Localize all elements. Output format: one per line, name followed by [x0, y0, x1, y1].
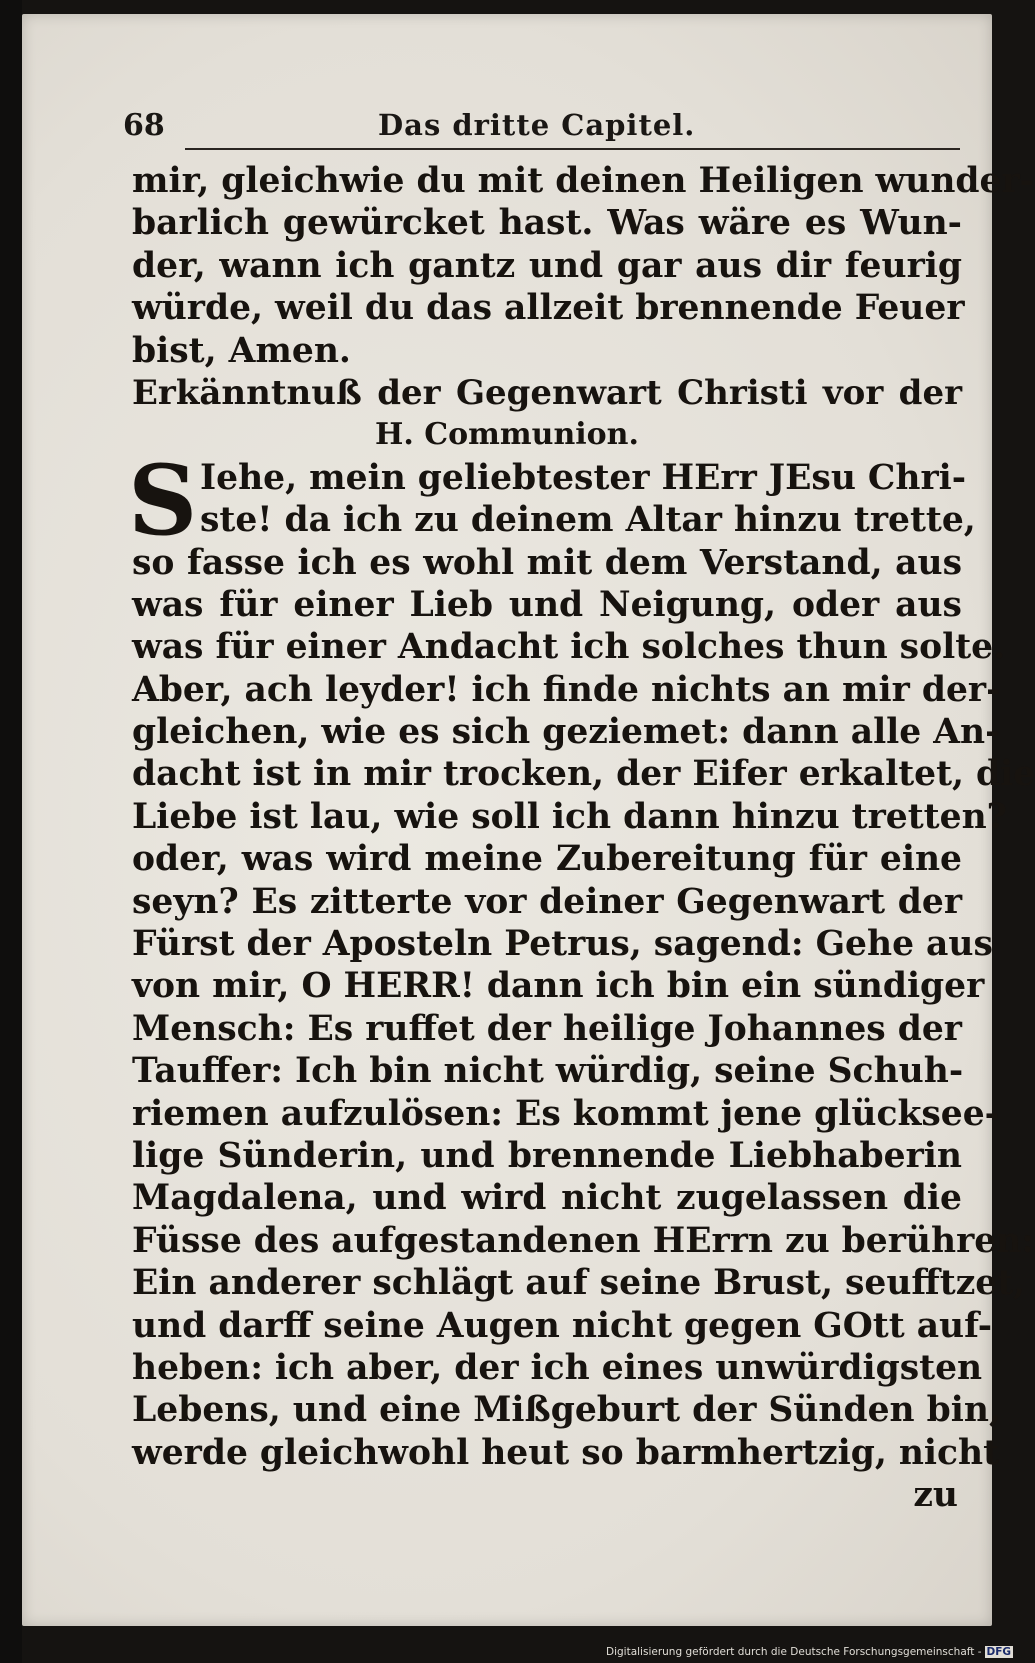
page-body: [128, 160, 1035, 1517]
text-line: dacht ist in mir trocken, der Eifer erkaltet, die: [132, 754, 1035, 795]
page-header: [123, 108, 958, 146]
text-line: mir, gleichwie du mit deinen Heiligen wunder-: [132, 161, 1034, 201]
text-line: gleichen, wie es sich geziemet: dann alle An-: [132, 712, 1000, 753]
digitization-credit: [606, 1646, 1013, 1658]
text-line: oder, was wird meine Zubereitung für eine: [132, 839, 962, 880]
text-line: Fürst der Aposteln Petrus, sagend: Gehe aus: [132, 924, 993, 965]
text-line: Tauffer: Ich bin nicht würdig, seine Schuh-: [132, 1051, 964, 1092]
text-line: was für einer Andacht ich solches thun solte.: [132, 627, 1006, 668]
text-line: Aber, ach leyder! ich finde nichts an mir der-: [132, 669, 1001, 710]
section-heading: Erkänntnuß der Gegenwart Christi vor der: [132, 372, 962, 413]
page-left-edge: [0, 0, 22, 1663]
header-rule: [185, 148, 960, 150]
text-line: der, wann ich gantz und gar aus dir feurig: [132, 245, 962, 286]
text-line: und darff seine Augen nicht gegen GOtt auf-: [132, 1305, 993, 1346]
text-line: lige Sünderin, und brennende Liebhaberin: [132, 1135, 962, 1176]
text-line: Füsse des aufgestandenen HErrn zu berühren:: [132, 1220, 1035, 1261]
text-line: heben: ich aber, der ich eines unwürdigsten: [132, 1347, 983, 1388]
section-heading-continued: H. Communion.: [375, 417, 639, 453]
text-line: von mir, O HERR! dann ich bin ein sündiger: [132, 966, 985, 1007]
text-line: Liebe ist lau, wie soll ich dann hinzu tretten?: [132, 796, 1007, 837]
text-line: Mensch: Es ruffet der heilige Johannes der: [132, 1008, 962, 1049]
text-line: ste! da ich zu deinem Altar hinzu trette,: [200, 500, 976, 541]
text-line: seyn? Es zitterte vor deiner Gegenwart der: [132, 881, 962, 922]
text-line: Iehe, mein geliebtester HErr JEsu Chri-: [200, 457, 967, 498]
text-line: Lebens, und eine Mißgeburt der Sünden bin,: [132, 1390, 1001, 1431]
credit-text: Digitalisierung gefördert durch die Deutsche Forschungsgemeinschaft -: [606, 1646, 982, 1658]
running-title: Das dritte Capitel.: [378, 108, 696, 142]
page-number: 68: [123, 108, 165, 143]
text-line: riemen aufzulösen: Es kommt jene glücksee-: [132, 1093, 999, 1134]
text-line: barlich gewürcket hast. Was wäre es Wun-: [132, 203, 962, 244]
text-line: bist, Amen.: [132, 330, 351, 371]
text-line: Magdalena, und wird nicht zugelassen die: [132, 1178, 962, 1219]
dfg-logo: DFG: [986, 1646, 1012, 1658]
drop-cap: S: [128, 443, 198, 557]
text-line: Ein anderer schlägt auf seine Brust, seufftzet,: [132, 1263, 1026, 1304]
text-line: werde gleichwohl heut so barmhertzig, nicht: [132, 1432, 1000, 1473]
paragraph-opening: [128, 443, 976, 557]
text-line: würde, weil du das allzeit brennende Feuer: [132, 288, 965, 329]
text-line: was für einer Lieb und Neigung, oder aus: [132, 584, 962, 625]
text-line: so fasse ich es wohl mit dem Verstand, aus: [132, 542, 962, 583]
catchword: zu: [913, 1475, 958, 1516]
